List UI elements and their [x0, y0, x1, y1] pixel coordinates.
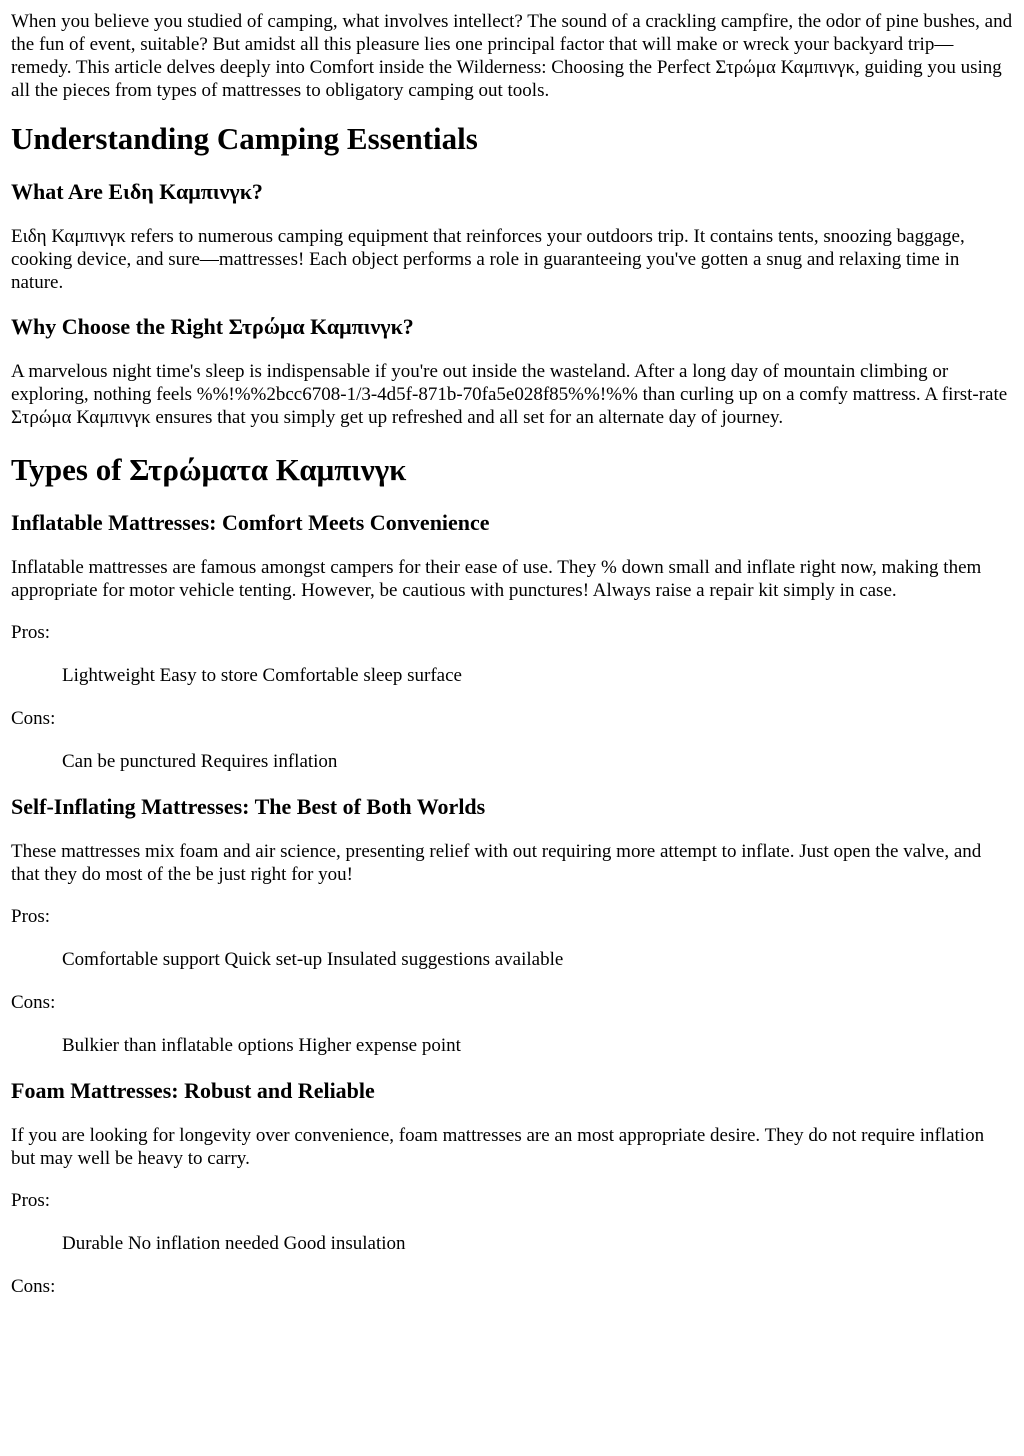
cons-label: Cons:	[11, 1276, 56, 1297]
subsection-body-what: Ειδη Καμπινγκ refers to numerous camping equipment that reinforces your outdoors trip. It contains tents, snoozing baggage, cooking device, and sure—mattresses! Each object performs a role in guaranteeing you've gotten a snug and relaxing time in nature.	[11, 226, 965, 293]
subsection-title-foam: Foam Mattresses: Robust and Reliable	[11, 1078, 375, 1103]
list-item: Bulkier than inflatable options	[62, 1035, 294, 1056]
subsection-title-self-inflating: Self-Inflating Mattresses: The Best of Both Worlds	[11, 794, 486, 819]
list-item: No inflation needed	[127, 1233, 279, 1254]
list-item: Good insulation	[283, 1233, 406, 1254]
list-item: Can be punctured	[62, 751, 197, 772]
list-item: Lightweight	[62, 665, 155, 686]
list-item: Durable	[62, 1233, 124, 1254]
list-item: Requires inflation	[200, 751, 338, 772]
section-title-essentials: Understanding Camping Essentials	[11, 121, 478, 156]
list-item: Comfortable support	[62, 949, 220, 970]
pros-list	[11, 1232, 1013, 1255]
cons-list	[11, 1034, 1013, 1057]
cons-label: Cons:	[11, 708, 56, 729]
subsection-body-why: A marvelous night time's sleep is indispensable if you're out inside the wasteland. After a long day of mountain climbing or exploring, nothing feels %%!%%2bcc6708-1/3-4d5f-871b-70fa5e028f85%%!%% than curling up on a comfy mattress. A first-rate Στρώμα Καμπινγκ ensures that you simply get up refreshed and all set for an alternate day of journey.	[11, 361, 1008, 428]
cons-label: Cons:	[11, 992, 56, 1013]
subsection-body-foam: If you are looking for longevity over convenience, foam mattresses are an most appropriate desire. They do not require inflation but may well be heavy to carry.	[11, 1125, 985, 1169]
subsection-title-inflatable: Inflatable Mattresses: Comfort Meets Convenience	[11, 510, 490, 535]
pros-list	[11, 664, 1013, 687]
list-item: Higher expense point	[298, 1035, 461, 1056]
list-item: Easy to store	[159, 665, 258, 686]
cons-list	[11, 750, 1013, 773]
subsection-body-self-inflating: These mattresses mix foam and air science, presenting relief with out requiring more attempt to inflate. Just open the valve, and that they do most of the be just right for you!	[11, 841, 982, 885]
list-item: Comfortable sleep surface	[262, 665, 462, 686]
pros-label: Pros:	[11, 622, 51, 643]
section-title-types: Types of Στρώματα Καμπινγκ	[11, 452, 407, 487]
article	[0, 10, 1024, 1298]
pros-label: Pros:	[11, 1190, 51, 1211]
subsection-body-inflatable: Inflatable mattresses are famous amongst campers for their ease of use. They % down small and inflate right now, making them appropriate for motor vehicle tenting. However, be cautious with punctures! Always raise a repair kit simply in case.	[11, 557, 982, 601]
pros-list	[11, 948, 1013, 971]
subsection-title-why: Why Choose the Right Στρώμα Καμπινγκ?	[11, 314, 414, 339]
intro-paragraph: When you believe you studied of camping, what involves intellect? The sound of a crackling campfire, the odor of pine bushes, and the fun of event, suitable? But amidst all this pleasure lies one principal factor that will make or wreck your backyard trip—remedy. This article delves deeply into Comfort inside the Wilderness: Choosing the Perfect Στρώμα Καμπινγκ, guiding you using all the pieces from types of mattresses to obligatory camping out tools.	[11, 11, 1013, 101]
list-item: Insulated suggestions available	[326, 949, 564, 970]
subsection-title-what: What Are Ειδη Καμπινγκ?	[11, 179, 263, 204]
pros-label: Pros:	[11, 906, 51, 927]
list-item: Quick set-up	[224, 949, 323, 970]
